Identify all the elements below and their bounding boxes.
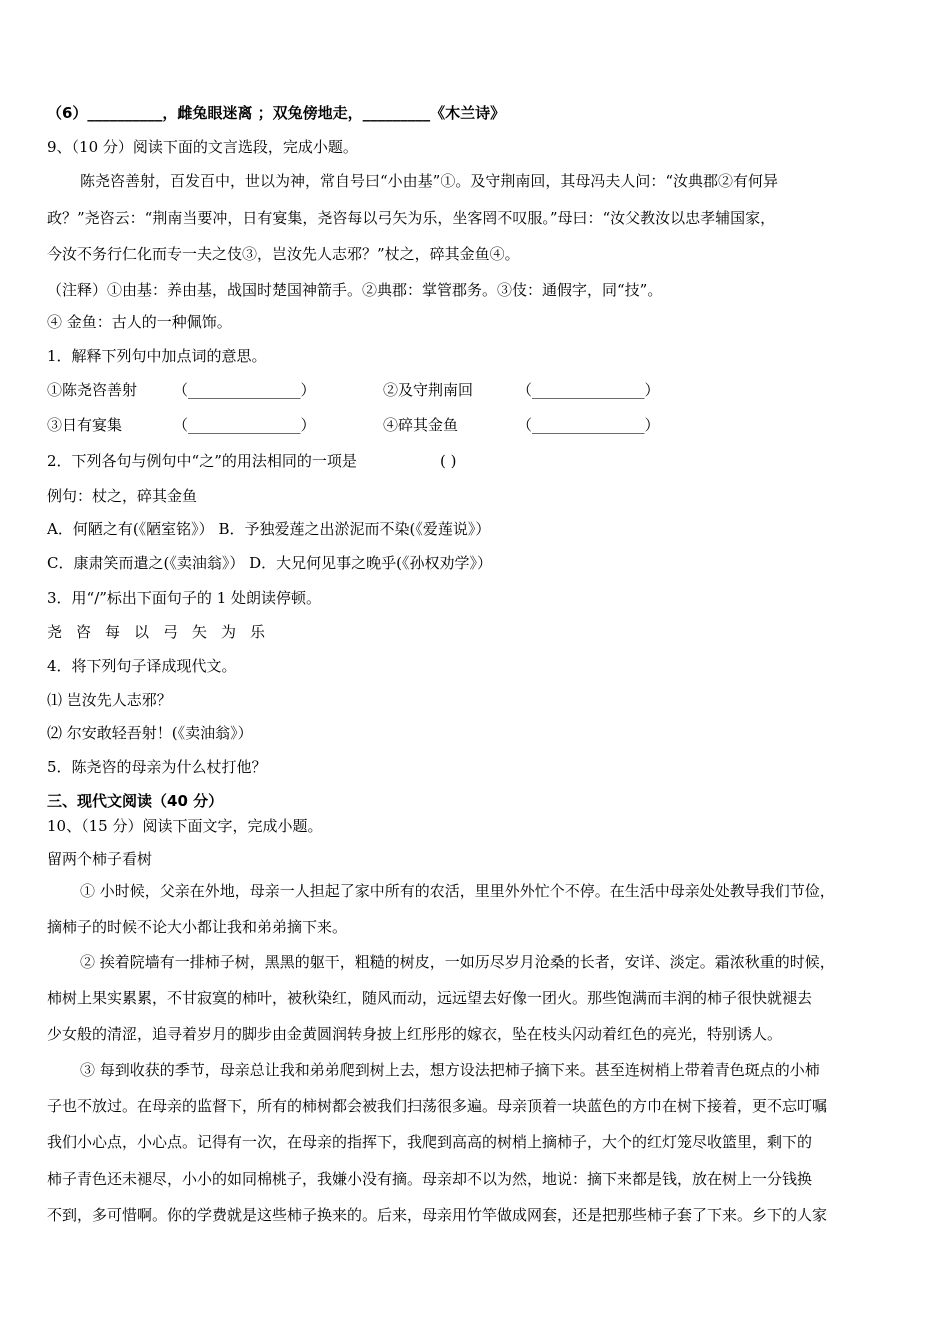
passage-line: 今汝不务行仁化而专一夫之伎③，岂汝先人志邪？”杖之，碎其金鱼④。: [47, 245, 520, 263]
article-paragraph-line: 柿子青色还未褪尽，小小的如同棉桃子，我嫌小没有摘。母亲却不以为然，地说：摘下来都是钱，放在树上一分钱换: [47, 1170, 813, 1188]
sub3-prompt: 3．用“/”标出下面句子的 1 处朗读停顿。: [47, 589, 322, 607]
passage-line: 陈尧咨善射，百发百中，世以为神，常自号曰“小由基”①。及守荆南回，其母冯夫人问：“汝典郡②有何异: [80, 172, 779, 190]
sub1-item-right: ②及守荆南回: [383, 381, 474, 399]
article-paragraph-line: 不到，多可惜啊。你的学费就是这些柿子换来的。后来，母亲用竹竿做成网套，还是把那些柿子套了下来。乡下的人家: [47, 1206, 828, 1224]
article-paragraph-line: 少女般的清涩，追寻着岁月的脚步由金黄圆润转身披上红彤彤的嫁衣，坠在枝头闪动着红色的亮光，特别诱人。: [47, 1025, 783, 1043]
answer-paren[interactable]: ( ): [440, 452, 457, 470]
q6-fill-in-line: （6）__________，雌兔眼迷离 ；双兔傍地走，_________《木兰诗》: [47, 104, 506, 122]
answer-blank[interactable]: （_______________）: [517, 381, 660, 399]
article-paragraph-line: 我们小心点，小心点。记得有一次，在母亲的指挥下，我爬到高高的树梢上摘柿子，大个的红灯笼尽收篮里，剩下的: [47, 1133, 813, 1151]
sub5-prompt: 5．陈尧咨的母亲为什么杖打他？: [47, 758, 267, 776]
q9-header: 9、（10 分）阅读下面的文言选段，完成小题。: [47, 138, 358, 156]
section-title: 三、现代文阅读（40 分）: [47, 792, 224, 810]
sub4-item: ⑵ 尔安敢轻吾射！(《卖油翁》）: [47, 724, 253, 742]
article-paragraph-line: ② 挨着院墙有一排柿子树，黑黑的躯干，粗糙的树皮，一如历尽岁月沧桑的长者，安详、淡定。霜浓秋重的时候，: [80, 953, 835, 971]
q10-header: 10、（15 分）阅读下面文字，完成小题。: [47, 817, 323, 835]
sub1-item-right: ④碎其金鱼: [383, 416, 459, 434]
article-paragraph-line: 摘柿子的时候不论大小都让我和弟弟摘下来。: [47, 918, 348, 936]
sub2-prompt: 2．下列各句与例句中“之”的用法相同的一项是: [47, 452, 357, 470]
notes-line: ④ 金鱼：古人的一种佩饰。: [47, 313, 232, 331]
sub2-example: 例句：杖之，碎其金鱼: [47, 487, 198, 505]
article-paragraph-line: 柿树上果实累累，不甘寂寞的柿叶，被秋染红，随风而动，远远望去好像一团火。那些饱满而丰润的柿子很快就褪去: [47, 989, 813, 1007]
sub1-item-left: ③日有宴集: [47, 416, 123, 434]
sub2-option: C．康肃笑而遣之(《卖油翁》） D．大兄何见事之晚乎(《孙权劝学》）: [47, 554, 492, 572]
article-paragraph-line: ③ 每到收获的季节，母亲总让我和弟弟爬到树上去，想方设法把柿子摘下来。甚至连树梢上带着青色斑点的小柿: [80, 1061, 820, 1079]
answer-blank[interactable]: （_______________）: [173, 381, 316, 399]
notes-line: （注释）①由基：养由基，战国时楚国神箭手。②典郡：掌管郡务。③伎：通假字，同“技”。: [47, 281, 663, 299]
sub4-item: ⑴ 岂汝先人志邪？: [47, 691, 172, 709]
answer-blank[interactable]: （_______________）: [517, 416, 660, 434]
sub1-item-left: ①陈尧咨善射: [47, 381, 138, 399]
sub3-sentence: 尧咨每以弓矢为乐: [47, 623, 280, 641]
sub4-prompt: 4．将下列句子译成现代文。: [47, 657, 237, 675]
article-paragraph-line: ① 小时候，父亲在外地，母亲一人担起了家中所有的农活，里里外外忙个不停。在生活中母亲处处教导我们节俭，: [80, 882, 835, 900]
sub2-option: A．何陋之有(《陋室铭》） B．予独爱莲之出淤泥而不染(《爱莲说》）: [47, 520, 491, 538]
answer-blank[interactable]: （_______________）: [173, 416, 316, 434]
article-title: 留两个柿子看树: [47, 850, 153, 868]
passage-line: 政？”尧咨云：“荆南当要冲，日有宴集，尧咨每以弓矢为乐，坐客罔不叹服。”母曰：“汝父教汝以忠孝辅国家，: [47, 209, 776, 227]
sub1-prompt: 1．解释下列句中加点词的意思。: [47, 347, 267, 365]
article-paragraph-line: 子也不放过。在母亲的监督下，所有的柿树都会被我们扫荡很多遍。母亲顶着一块蓝色的方巾在树下接着，更不忘叮嘱: [47, 1097, 828, 1115]
